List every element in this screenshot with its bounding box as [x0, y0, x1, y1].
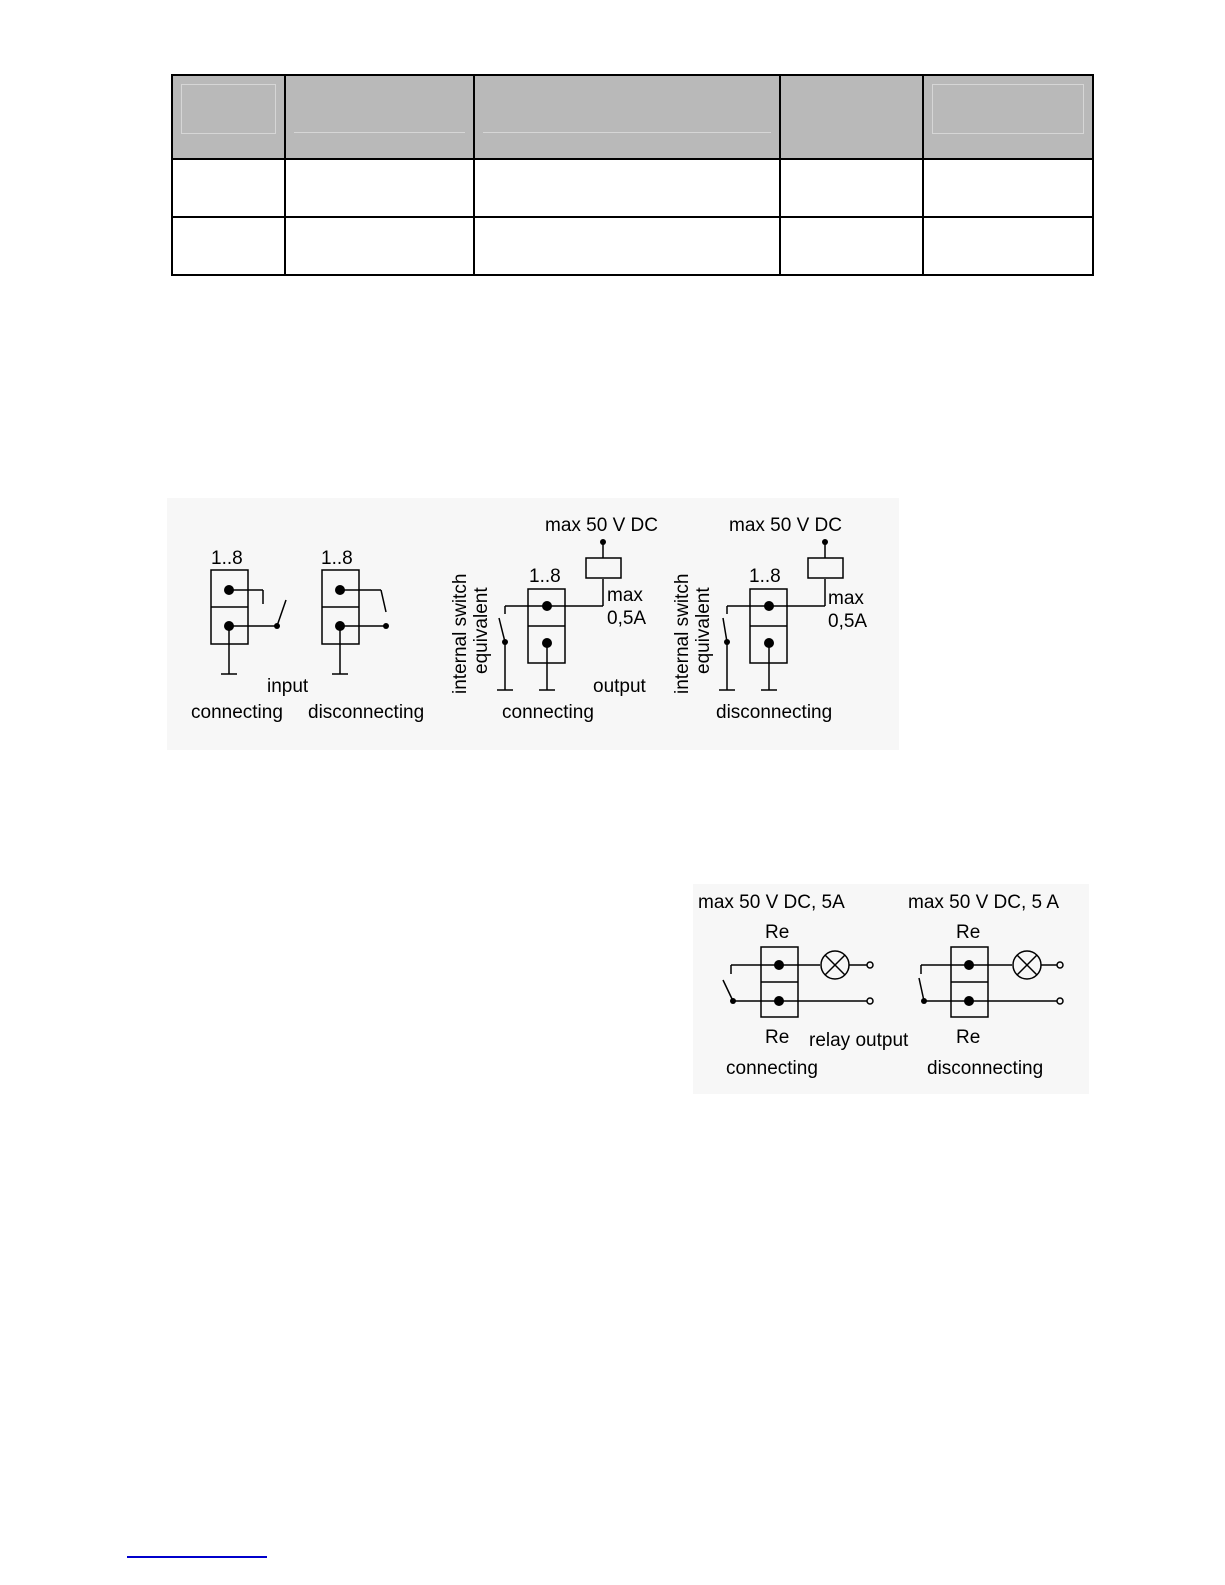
switch-contact — [723, 980, 733, 1001]
table-row — [172, 159, 1093, 217]
header-cell — [474, 75, 780, 159]
header-cell — [923, 75, 1093, 159]
table-cell — [923, 217, 1093, 275]
io-wiring-svg — [167, 498, 899, 750]
table-cell — [780, 217, 923, 275]
table-cell — [172, 159, 285, 217]
supply-label: max 50 V DC — [545, 515, 658, 536]
rating-label: max 50 V DC, 5A — [698, 892, 845, 913]
relay-wiring-diagram — [693, 884, 1089, 1094]
caption: connecting — [191, 702, 283, 723]
current-label: max — [828, 588, 864, 609]
load-resistor — [808, 558, 843, 578]
table-cell — [923, 159, 1093, 217]
switch-contact — [919, 978, 924, 1001]
spec-table — [171, 74, 1094, 276]
rating-label: max 50 V DC, 5 A — [908, 892, 1060, 913]
switch-label: equivalent — [471, 587, 492, 674]
table-cell — [285, 217, 474, 275]
footer-link-underline — [127, 1556, 267, 1558]
group-label: output — [593, 676, 646, 697]
table-cell — [474, 159, 780, 217]
table-cell — [780, 159, 923, 217]
switch-label: internal switch — [672, 573, 693, 694]
header-cell — [172, 75, 285, 159]
switch-contact — [723, 618, 727, 642]
load-resistor — [586, 558, 621, 578]
terminal-label: 1..8 — [321, 548, 353, 569]
header-cell — [780, 75, 923, 159]
caption: disconnecting — [716, 702, 833, 723]
caption: disconnecting — [308, 702, 425, 723]
group-label: input — [267, 676, 309, 697]
caption: connecting — [502, 702, 594, 723]
table-row — [172, 217, 1093, 275]
switch-contact — [277, 600, 286, 626]
table-cell — [285, 159, 474, 217]
caption: disconnecting — [927, 1058, 1044, 1079]
header-cell — [285, 75, 474, 159]
relay-wiring-svg — [693, 884, 1089, 1094]
table-header-row — [172, 75, 1093, 159]
terminal-label: 1..8 — [211, 548, 243, 569]
relay-label: Re — [956, 922, 981, 943]
current-label: 0,5A — [607, 608, 647, 629]
table-cell — [172, 217, 285, 275]
switch-label: equivalent — [693, 587, 714, 674]
table-cell — [474, 217, 780, 275]
relay-label: Re — [765, 1027, 790, 1048]
caption: connecting — [726, 1058, 818, 1079]
io-wiring-diagram — [167, 498, 899, 750]
current-label: max — [607, 585, 643, 606]
relay-label: Re — [765, 922, 790, 943]
group-label: relay output — [809, 1030, 909, 1051]
terminal-label: 1..8 — [529, 566, 561, 587]
switch-contact — [499, 618, 505, 642]
current-label: 0,5A — [828, 611, 868, 632]
terminal-label: 1..8 — [749, 566, 781, 587]
supply-label: max 50 V DC — [729, 515, 842, 536]
switch-label: internal switch — [450, 573, 471, 694]
relay-label: Re — [956, 1027, 981, 1048]
